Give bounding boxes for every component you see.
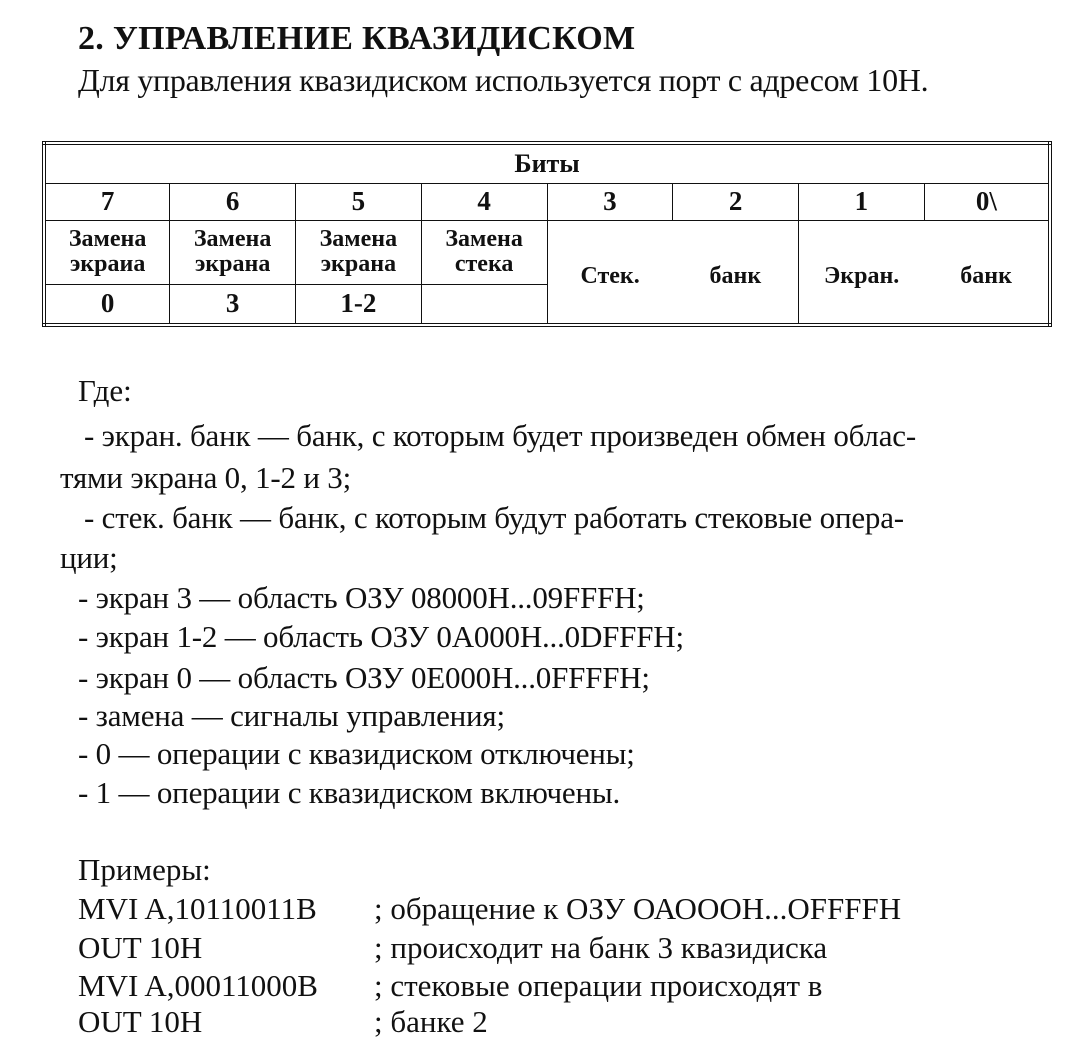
text-line: - 0 — операции с квазидиском отключены; xyxy=(78,736,635,771)
bit4-value xyxy=(421,284,547,325)
example-comment: ; обращение к ОЗУ ОАОООН...ОFFFFН xyxy=(374,891,902,926)
bit-number: 6 xyxy=(170,184,296,221)
bit-number: 7 xyxy=(44,184,170,221)
bit7-name: Замена экраиа xyxy=(44,220,170,284)
bit5-name: Замена экрана xyxy=(296,220,422,284)
example-comment: ; банке 2 xyxy=(374,1004,488,1039)
text-line: - экран 1-2 — область ОЗУ 0А000Н...0DFFFН; xyxy=(78,619,684,654)
bit3-name: Стек. xyxy=(547,220,673,325)
text-line: - экран 3 — область ОЗУ 08000Н...09FFFН; xyxy=(78,580,645,615)
bit-number: 0\ xyxy=(924,184,1050,221)
bit-number: 1 xyxy=(799,184,925,221)
bit-number: 4 xyxy=(421,184,547,221)
example-comment: ; стековые операции происходят в xyxy=(374,968,823,1003)
example-code: MVI A,10110011B xyxy=(78,891,317,926)
bit-number: 3 xyxy=(547,184,673,221)
text-line: - замена — сигналы управления; xyxy=(78,698,505,733)
examples-label: Примеры: xyxy=(78,852,211,887)
bit4-name: Замена стека xyxy=(421,220,547,284)
text-line: ции; xyxy=(60,540,118,575)
bit2-name: банк xyxy=(673,220,799,325)
text-line: - стек. банк — банк, с которым будут работать стековые опера- xyxy=(84,500,904,535)
bit-number: 5 xyxy=(296,184,422,221)
text-line: тями экрана 0, 1-2 и 3; xyxy=(60,460,352,495)
text-line: - экран. банк — банк, с которым будет произведен обмен облас- xyxy=(84,418,916,453)
bits-table xyxy=(42,141,1052,327)
where-label: Где: xyxy=(78,373,132,408)
bit6-value: 3 xyxy=(170,284,296,325)
example-code: OUT 10H xyxy=(78,1004,203,1039)
bit5-value: 1-2 xyxy=(296,284,422,325)
text-line: - 1 — операции с квазидиском включены. xyxy=(78,775,621,810)
intro-text: Для управления квазидиском используется порт с адресом 10Н. xyxy=(78,62,929,98)
text-line: - экран 0 — область ОЗУ 0Е000Н...0FFFFН; xyxy=(78,660,650,695)
bit0-name: банк xyxy=(924,220,1050,325)
bit-number: 2 xyxy=(673,184,799,221)
bit7-value: 0 xyxy=(44,284,170,325)
example-comment: ; происходит на банк 3 квазидиска xyxy=(374,930,828,965)
bit1-name: Экран. xyxy=(799,220,925,325)
table-title-row xyxy=(44,143,1050,184)
bit-name-row xyxy=(44,220,1050,284)
section-heading: 2. УПРАВЛЕНИЕ КВАЗИДИСКОМ xyxy=(78,20,636,57)
table-title: Биты xyxy=(44,143,1050,184)
example-code: MVI A,00011000B xyxy=(78,968,318,1003)
bit6-name: Замена экрана xyxy=(170,220,296,284)
example-code: OUT 10H xyxy=(78,930,203,965)
bit-number-row xyxy=(44,184,1050,221)
